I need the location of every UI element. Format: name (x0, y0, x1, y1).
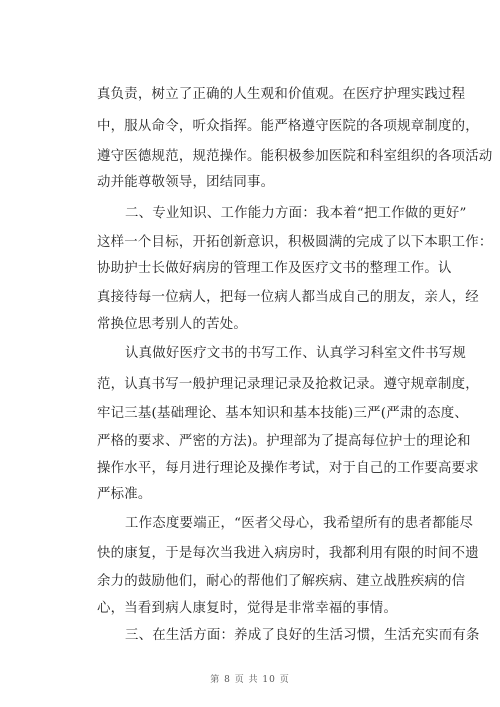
paragraph-line-18: 余力的鼓励他们，耐心的帮他们了解疾病、建立战胜疾病的信 (97, 574, 466, 589)
paragraph-line-14: 操作水平，每月进行理论及操作考试，对于自己的工作要高要求 (97, 461, 479, 476)
paragraph-line-1: 真负责，树立了正确的人生观和价值观。在医疗护理实践过程 (97, 87, 466, 102)
paragraph-line-10: 认真做好医疗文书的书写工作、认真学习科室文件书写规 (125, 346, 467, 361)
paragraph-line-17: 快的康复，于是每次当我进入病房时，我都利用有限的时间不遗 (97, 546, 479, 561)
paragraph-line-2: 中，服从命令，听众指挥。能严格遵守医院的各项规章制度的， (97, 119, 479, 134)
page-footer: 第 8 页 共 10 页 (210, 675, 290, 685)
paragraph-line-4: 动并能尊敬领导，团结同事。 (97, 175, 275, 190)
paragraph-line-11: 范，认真书写一般护理记录理记录及抢救记录。遵守规章制度， (97, 377, 479, 392)
paragraph-line-20: 三、在生活方面：养成了良好的生活习惯，生活充实而有条 (125, 628, 480, 643)
paragraph-line-6: 这样一个目标，开拓创新意识，积极圆满的完成了以下本职工作： (97, 235, 493, 250)
paragraph-line-5: 二、专业知识、工作能力方面：我本着“把工作做的更好” (125, 206, 467, 221)
paragraph-line-7: 协助护士长做好病房的管理工作及医疗文书的整理工作。认 (97, 261, 452, 276)
paragraph-line-16: 工作态度要端正，“医者父母心，我希望所有的患者都能尽 (125, 516, 474, 531)
paragraph-line-12: 牢记三基(基础理论、基本知识和基本技能)三严(严肃的态度、 (97, 406, 469, 421)
paragraph-line-19: 心，当看到病人康复时，觉得是非常幸福的事情。 (97, 601, 398, 616)
paragraph-line-13: 严格的要求、严密的方法)。护理部为了提高每位护士的理论和 (97, 434, 471, 449)
paragraph-line-3: 遵守医德规范，规范操作。能积极参加医院和科室组织的各项活动 (97, 149, 493, 164)
paragraph-line-9: 常换位思考别人的苦处。 (97, 317, 248, 332)
paragraph-line-15: 严标准。 (97, 487, 152, 502)
paragraph-line-8: 真接待每一位病人，把每一位病人都当成自己的朋友，亲人，经 (97, 290, 479, 305)
